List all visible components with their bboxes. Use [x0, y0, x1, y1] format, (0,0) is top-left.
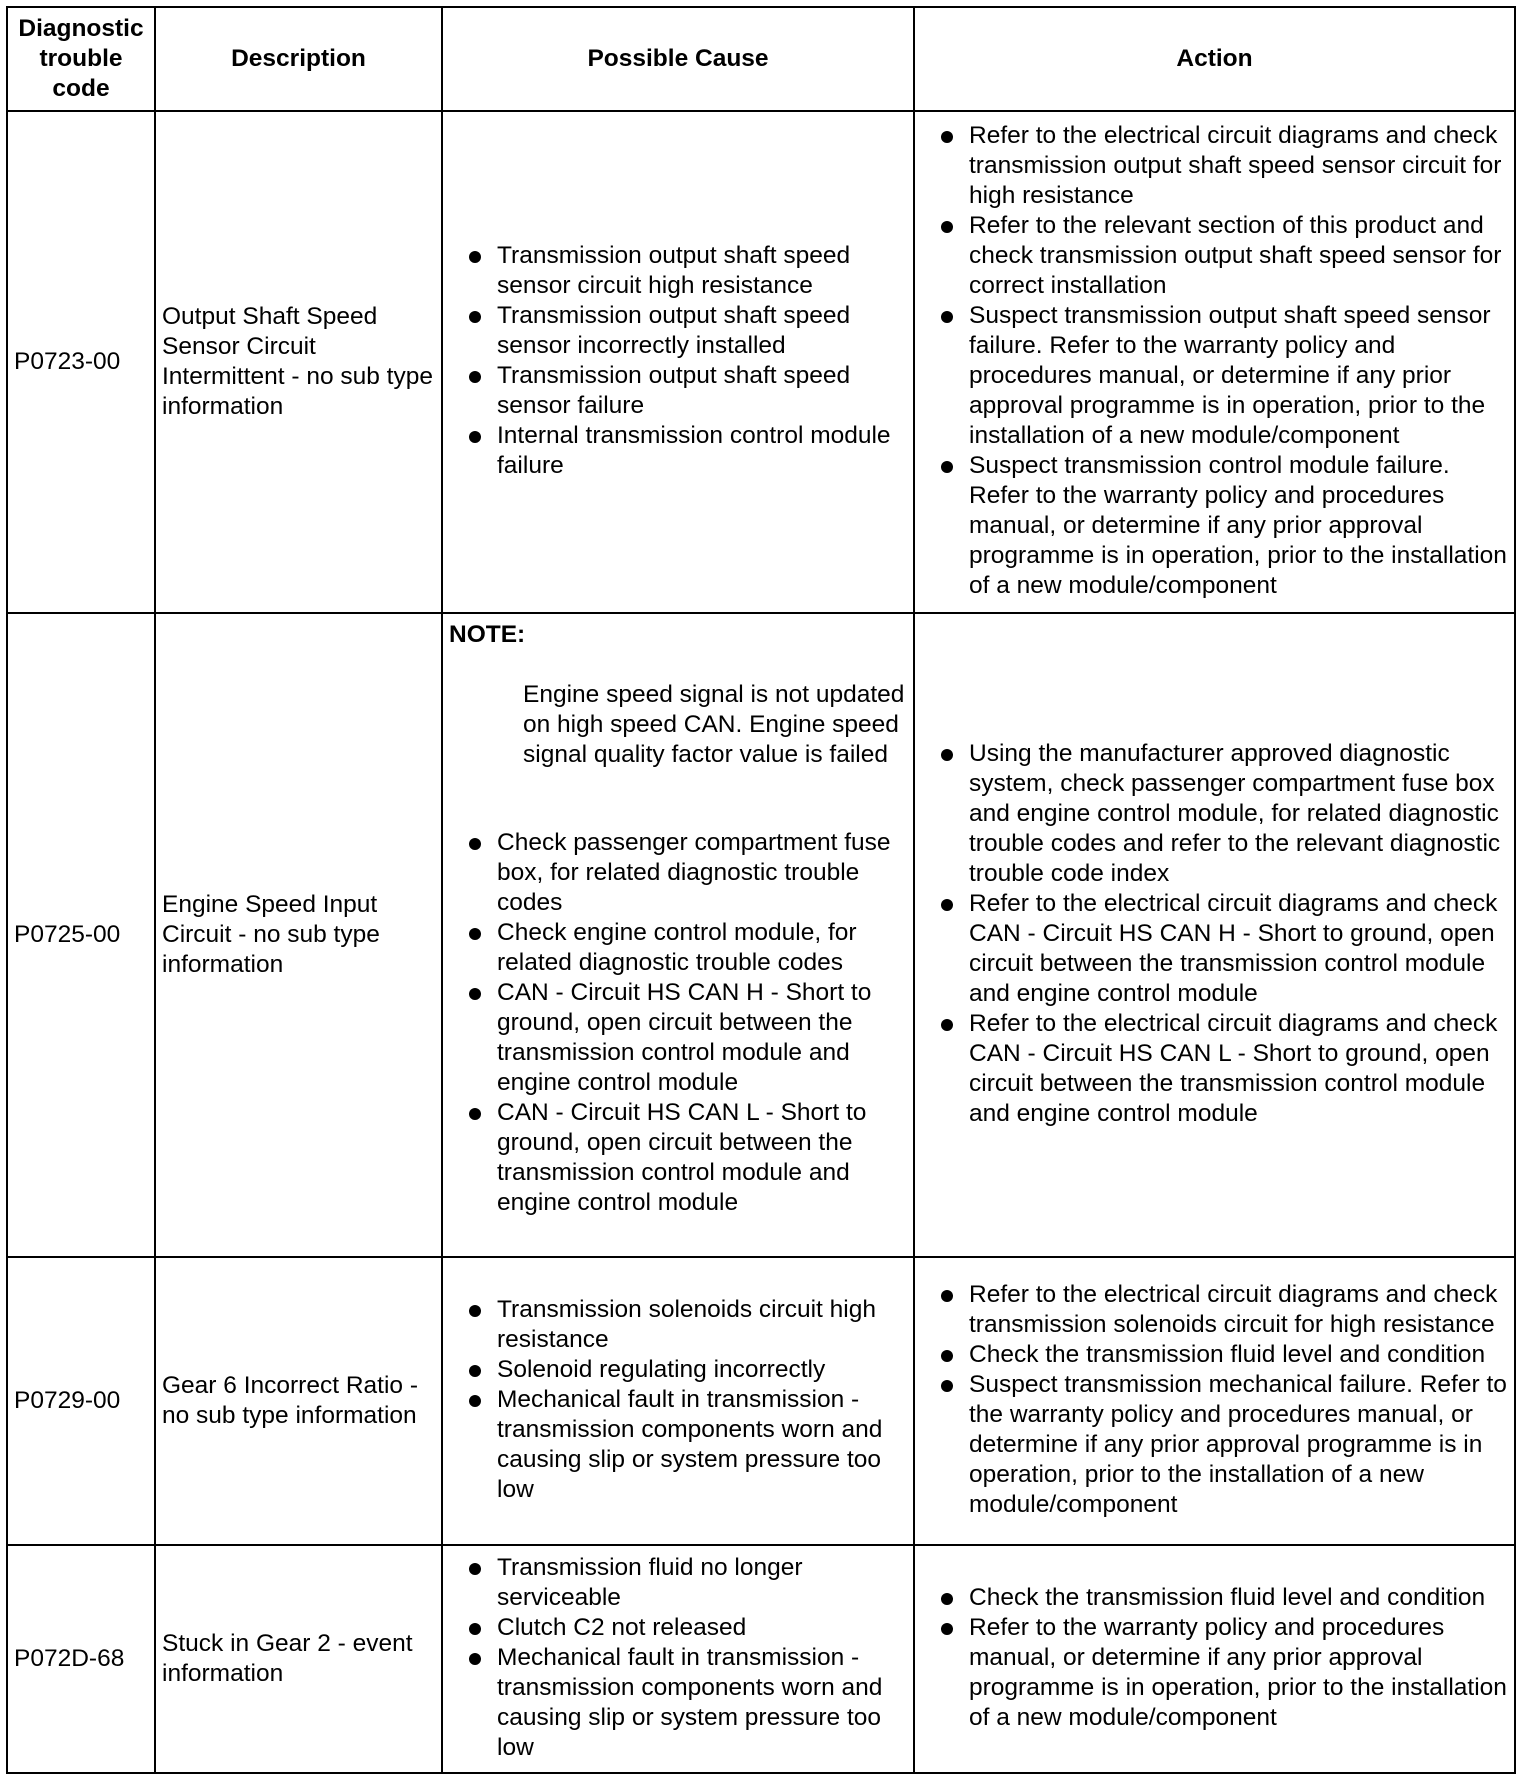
action-list	[921, 1583, 1508, 1733]
header-action: Action	[914, 7, 1515, 111]
list-item: Transmission output shaft speed sensor circuit high resistance	[449, 241, 907, 301]
action-list	[921, 1280, 1508, 1520]
action-list	[921, 121, 1508, 601]
dtc-table	[6, 6, 1516, 1774]
note-text: Engine speed signal is not updated on high speed CAN. Engine speed signal quality factor value is failed	[523, 681, 905, 768]
list-item: Refer to the relevant section of this product and check transmission output shaft speed sensor for correct installation	[921, 211, 1508, 301]
table-row	[7, 1545, 1515, 1773]
possible-cause-cell	[442, 111, 914, 613]
list-item: CAN - Circuit HS CAN H - Short to ground, open circuit between the transmission control module and engine control module	[449, 978, 907, 1098]
list-item: Refer to the electrical circuit diagrams and check CAN - Circuit HS CAN L - Short to ground, open circuit between the transmission control module and engine control module	[921, 1009, 1508, 1129]
dtc-code: P0723-00	[7, 111, 155, 613]
list-item: Refer to the electrical circuit diagrams and check CAN - Circuit HS CAN H - Short to ground, open circuit between the transmission control module and engine control module	[921, 889, 1508, 1009]
list-item: Transmission solenoids circuit high resistance	[449, 1295, 907, 1355]
list-item: Transmission output shaft speed sensor failure	[449, 361, 907, 421]
note-label: NOTE:	[449, 621, 526, 648]
list-item: Check engine control module, for related diagnostic trouble codes	[449, 918, 907, 978]
table-row	[7, 111, 1515, 613]
cause-list	[449, 1553, 907, 1763]
list-item: Transmission output shaft speed sensor incorrectly installed	[449, 301, 907, 361]
list-item: Using the manufacturer approved diagnostic system, check passenger compartment fuse box and engine control module, for related diagnostic trouble codes and refer to the relevant diagnostic trouble code index	[921, 739, 1508, 889]
list-item: Check passenger compartment fuse box, for related diagnostic trouble codes	[449, 828, 907, 918]
list-item: Suspect transmission control module failure. Refer to the warranty policy and procedures manual, or determine if any prior approval programme is in operation, prior to the installation of a new module/component	[921, 451, 1508, 601]
table-row	[7, 613, 1515, 1257]
cause-list	[449, 828, 907, 1218]
dtc-description: Stuck in Gear 2 - event information	[155, 1545, 442, 1773]
action-cell	[914, 1257, 1515, 1545]
cause-list	[449, 1295, 907, 1505]
list-item: Refer to the electrical circuit diagrams and check transmission solenoids circuit for high resistance	[921, 1280, 1508, 1340]
dtc-description: Gear 6 Incorrect Ratio - no sub type information	[155, 1257, 442, 1545]
possible-cause-cell	[442, 613, 914, 1257]
list-item: Clutch C2 not released	[449, 1613, 907, 1643]
list-item: Refer to the warranty policy and procedures manual, or determine if any prior approval programme is in operation, prior to the installation of a new module/component	[921, 1613, 1508, 1733]
dtc-code: P0729-00	[7, 1257, 155, 1545]
dtc-description: Engine Speed Input Circuit - no sub type information	[155, 613, 442, 1257]
list-item: Suspect transmission output shaft speed sensor failure. Refer to the warranty policy and procedures manual, or determine if any prior approval programme is in operation, prior to the installation of a new module/component	[921, 301, 1508, 451]
header-row	[7, 7, 1515, 111]
dtc-code: P0725-00	[7, 613, 155, 1257]
list-item: Mechanical fault in transmission - transmission components worn and causing slip or system pressure too low	[449, 1385, 907, 1505]
cause-list	[449, 241, 907, 481]
possible-cause-cell	[442, 1257, 914, 1545]
action-cell	[914, 1545, 1515, 1773]
header-cause: Possible Cause	[442, 7, 914, 111]
list-item: Solenoid regulating incorrectly	[449, 1355, 907, 1385]
action-cell	[914, 613, 1515, 1257]
list-item: CAN - Circuit HS CAN L - Short to ground, open circuit between the transmission control module and engine control module	[449, 1098, 907, 1218]
list-item: Suspect transmission mechanical failure. Refer to the warranty policy and procedures manual, or determine if any prior approval programme is in operation, prior to the installation of a new module/component	[921, 1370, 1508, 1520]
dtc-description: Output Shaft Speed Sensor Circuit Intermittent - no sub type information	[155, 111, 442, 613]
action-cell	[914, 111, 1515, 613]
list-item: Refer to the electrical circuit diagrams and check transmission output shaft speed sensor circuit for high resistance	[921, 121, 1508, 211]
list-item: Check the transmission fluid level and condition	[921, 1340, 1508, 1370]
table-row	[7, 1257, 1515, 1545]
dtc-document	[6, 6, 1514, 1774]
list-item: Check the transmission fluid level and condition	[921, 1583, 1508, 1613]
header-code: Diagnostic trouble code	[7, 7, 155, 111]
action-list	[921, 739, 1508, 1129]
header-description: Description	[155, 7, 442, 111]
list-item: Transmission fluid no longer serviceable	[449, 1553, 907, 1613]
list-item: Internal transmission control module failure	[449, 421, 907, 481]
list-item: Mechanical fault in transmission - transmission components worn and causing slip or system pressure too low	[449, 1643, 907, 1763]
dtc-code: P072D-68	[7, 1545, 155, 1773]
possible-cause-cell	[442, 1545, 914, 1773]
